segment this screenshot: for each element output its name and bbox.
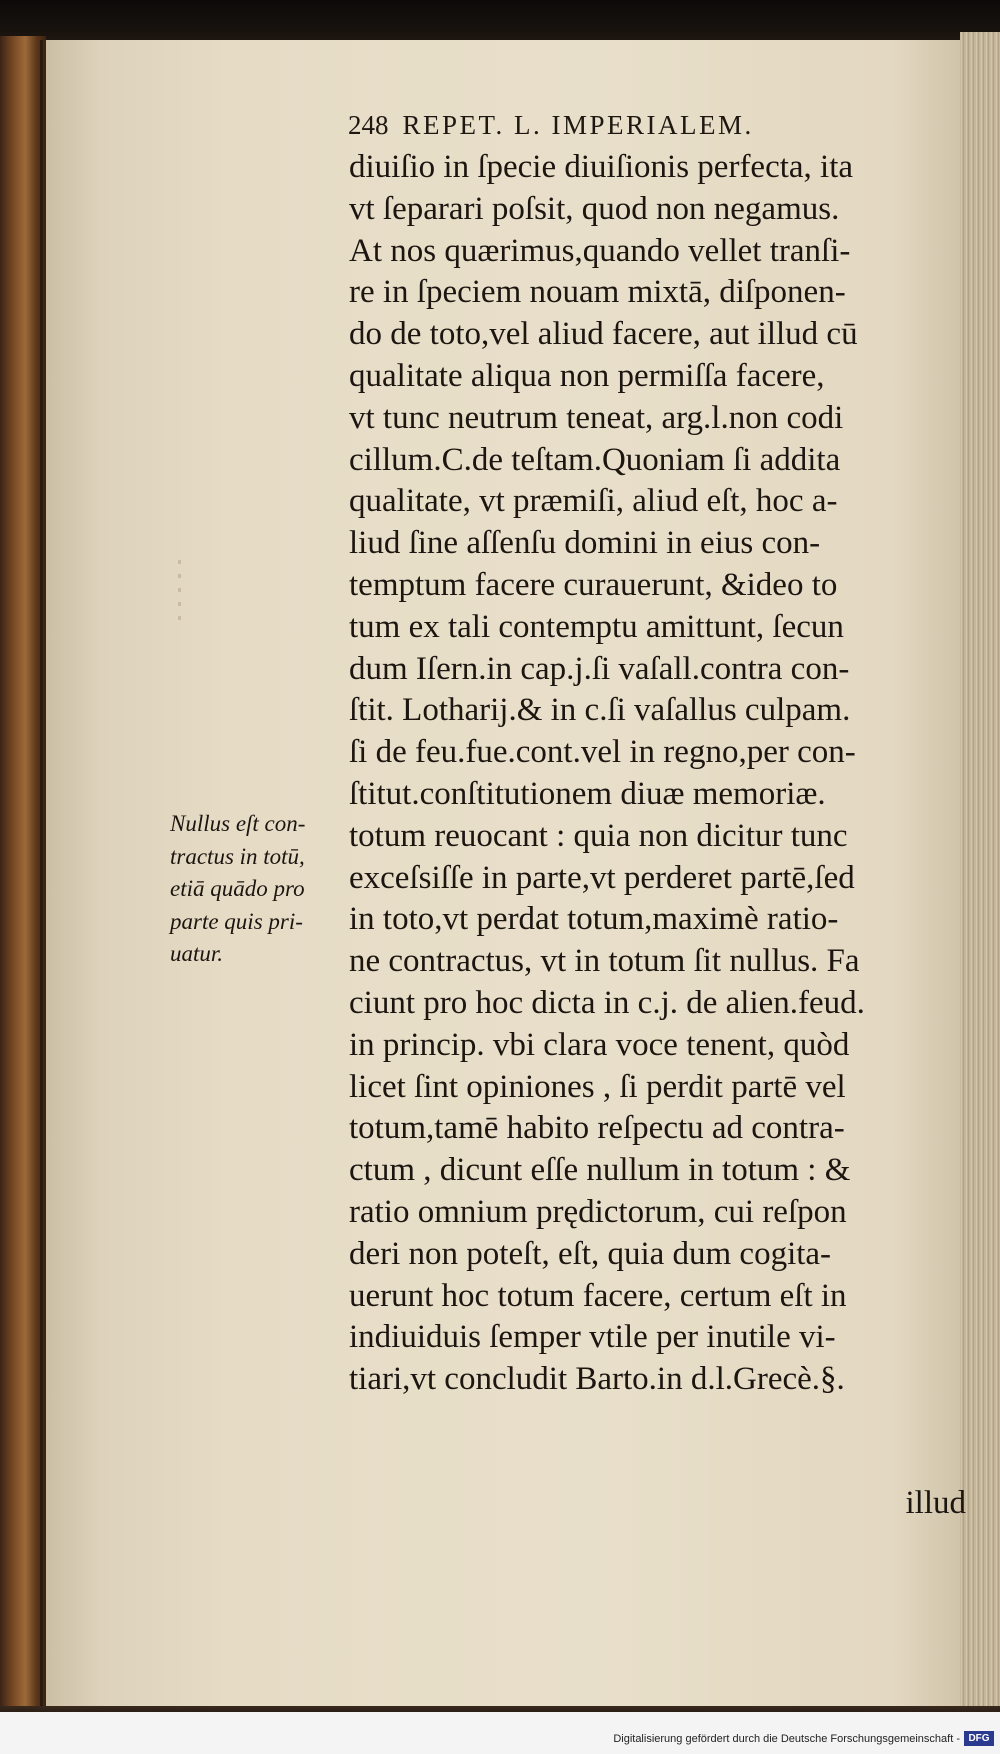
text-line: uerunt hoc totum facere, certum eſt in <box>349 1277 847 1314</box>
text-line: qualitate, vt præmiſi, aliud eſt, hoc a- <box>349 483 838 520</box>
text-line: ratio omnium prędictorum, cui reſpon <box>349 1193 847 1230</box>
text-line: vt tunc neutrum teneat, arg.l.non codi <box>349 399 844 436</box>
marginal-line: Nullus eſt con- <box>170 811 306 836</box>
marginal-line: parte quis pri- <box>170 908 303 934</box>
text-line: licet ſint opiniones , ſi perdit partē vel <box>349 1068 846 1105</box>
text-line: liud ſine aſſenſu domini in eius con- <box>349 525 821 562</box>
text-line: vt ſeparari poſsit, quod non negamus. <box>349 190 840 227</box>
text-line: temptum facere curauerunt, &ideo to <box>349 566 838 603</box>
text-line: in princip. vbi clara voce tenent, quòd <box>349 1026 850 1063</box>
text-line: exceſsiſſe in parte,vt perderet partē,ſed <box>349 859 855 896</box>
text-line: do de toto,vel aliud facere, aut illud cū <box>349 316 858 353</box>
text-line: in toto,vt perdat totum,maximè ratio- <box>349 901 839 938</box>
text-line: ſtitut.conſtitutionem diuæ memoriæ. <box>349 775 826 812</box>
marginal-line: tractus in totū, <box>170 843 305 869</box>
page-number: 248 <box>348 110 389 140</box>
catchword: illud <box>905 1485 966 1521</box>
text-line: qualitate aliqua non permiſſa facere, <box>349 357 825 394</box>
marginal-note <box>170 808 345 971</box>
text-line: deri non poteſt, eſt, quia dum cogita- <box>349 1235 832 1272</box>
text-line: cillum.C.de teſtam.Quoniam ſi addita <box>349 441 841 478</box>
text-line: totum reuocant : quia non dicitur tunc <box>349 817 848 854</box>
scan-top-border <box>0 0 1000 40</box>
text-line: ſtit. Lotharij.& in c.ſi vaſallus culpam. <box>349 692 851 729</box>
text-line: re in ſpeciem nouam mixtā, diſponen- <box>349 274 846 311</box>
spine-gutter-line <box>40 40 43 1710</box>
paper-stain <box>178 560 181 620</box>
dfg-logo: DFG <box>964 1731 994 1746</box>
digitization-credit: Digitalisierung gefördert durch die Deutsche Forschungsgemeinschaft - <box>613 1733 960 1745</box>
text-line: ſi de feu.fue.cont.vel in regno,per con- <box>349 734 856 771</box>
text-line: ctum , dicunt eſſe nullum in totum : & <box>349 1152 851 1189</box>
text-line: At nos quærimus,quando vellet tranſi- <box>349 232 851 269</box>
marginal-line: etiā quādo pro <box>170 876 305 901</box>
text-line: dum Iſern.in cap.j.ſi vaſall.contra con- <box>349 650 850 687</box>
text-line: indiuiduis ſemper vtile per inutile vi- <box>349 1319 836 1356</box>
text-line: tiari,vt concludit Barto.in d.l.Grecè.§. <box>349 1361 845 1398</box>
text-line: tum ex tali contemptu amittunt, ſecun <box>349 608 844 645</box>
text-line: totum,tamē habito reſpectu ad contra- <box>349 1110 845 1147</box>
text-line: ciunt pro hoc dicta in c.j. de alien.feud. <box>349 984 865 1021</box>
main-text-column <box>349 147 969 1401</box>
marginal-line: uatur. <box>170 941 224 966</box>
running-title: REPET. L. IMPERIALEM. <box>402 110 754 140</box>
text-line: diuiſio in ſpecie diuiſionis perfecta, ita <box>349 149 854 185</box>
text-line: ne contractus, vt in totum ſit nullus. Fa <box>349 943 860 980</box>
running-header <box>348 110 948 141</box>
